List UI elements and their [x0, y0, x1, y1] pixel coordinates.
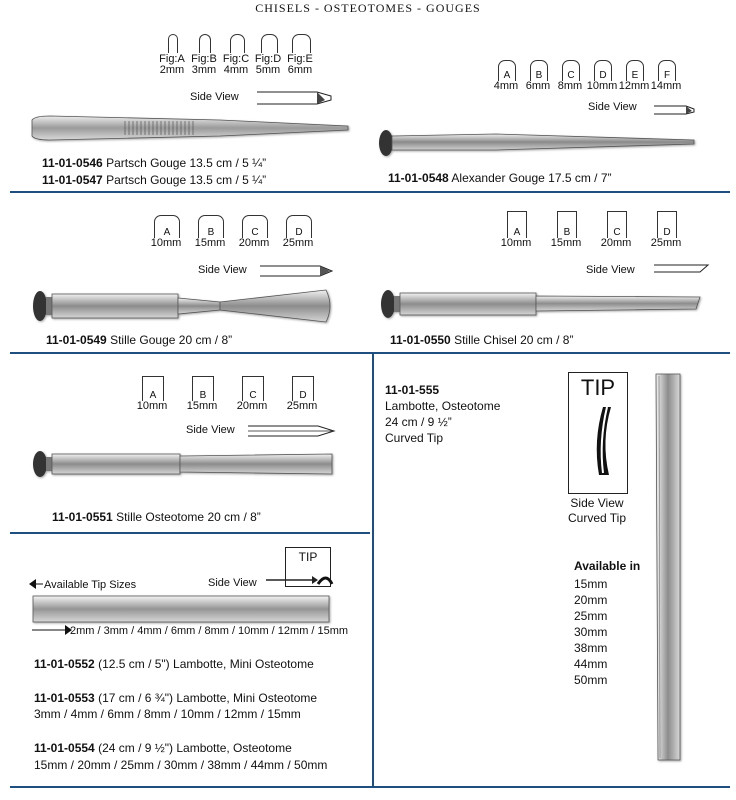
tip-size-letter: A — [163, 227, 171, 238]
alexander-gouge-image — [376, 124, 696, 164]
available-sizes — [574, 558, 640, 688]
side-view-drawing — [652, 102, 698, 118]
tip-size-box — [562, 60, 580, 81]
tip-size-box — [154, 215, 180, 238]
tip-size-box — [292, 34, 311, 53]
tip-size-letter: A — [513, 227, 521, 238]
tip-size-letter: Fig:D — [254, 53, 282, 65]
side-view-drawing — [255, 88, 335, 108]
product-desc: Partsch Gouge 13.5 cm / 5 ¼” — [102, 173, 267, 187]
arrow-left-icon — [28, 578, 44, 590]
tip-box — [568, 372, 628, 494]
product-code: 11-01-0549 — [46, 333, 107, 347]
tip-size-box — [607, 211, 627, 238]
product-desc: (17 cm / 6 ¾") Lambotte, Mini Osteotome — [94, 691, 318, 705]
tip-size-letter: A — [503, 70, 511, 81]
side-view-label: Side View — [588, 101, 637, 113]
tip-size-box — [498, 60, 516, 81]
tip-size-value: 10mm — [500, 237, 532, 249]
product-sizes-0554: 15mm / 20mm / 25mm / 30mm / 38mm / 44mm / 50mm — [34, 758, 328, 772]
tip-size-value: 25mm — [650, 237, 682, 249]
tip-size-value: 8mm — [557, 80, 583, 92]
lambotte-mini-osteotome-image — [32, 594, 332, 626]
tip-size-letter: A — [149, 390, 157, 401]
tip-size-box — [626, 60, 644, 81]
tip-size-box — [261, 34, 278, 53]
tip-size-value: 15mm — [550, 237, 582, 249]
tip-size-letter: Fig:E — [287, 53, 313, 65]
tip-size-letter: Fig:B — [191, 53, 217, 65]
side-view-label: Side View — [208, 577, 257, 589]
tip-size-box — [230, 34, 245, 53]
arrow-right-icon — [28, 624, 74, 636]
tip-size-value: 5mm — [255, 64, 281, 76]
tip-caption — [560, 496, 634, 526]
product-desc: Stille Chisel 20 cm / 8” — [450, 333, 574, 347]
tip-size-value: 25mm — [286, 400, 318, 412]
tip-size-box — [142, 376, 164, 401]
side-view-label: Side View — [198, 264, 247, 276]
available-title: Available in — [574, 559, 641, 573]
tip-size-value: 4mm — [223, 64, 249, 76]
side-view-drawing — [246, 422, 338, 440]
tip-size-box — [658, 60, 676, 81]
tip-size-letter: E — [631, 70, 639, 81]
tip-size-letter: F — [663, 70, 671, 81]
product-tip: Curved Tip — [385, 431, 444, 445]
product-desc: Alexander Gouge 17.5 cm / 7” — [448, 171, 612, 185]
product-info — [385, 382, 500, 446]
curved-tip-caption: Curved Tip — [567, 511, 627, 525]
product-sizes-0553: 3mm / 4mm / 6mm / 8mm / 10mm / 12mm / 15mm — [34, 707, 301, 721]
tip-size-letter: Fig:A — [159, 53, 185, 65]
lambotte-osteotome-image — [650, 370, 690, 770]
side-view-drawing — [264, 568, 336, 592]
product-caption-0547 — [42, 173, 266, 187]
tip-size-letter: D — [295, 227, 303, 238]
available-list — [574, 576, 640, 688]
product-code: 11-01-0546 — [42, 156, 103, 170]
tip-size-value: 15mm — [194, 237, 226, 249]
divider-row3-left — [10, 532, 370, 534]
product-code: 11-01-0552 — [34, 657, 95, 671]
page-title: CHISELS - OSTEOTOMES - GOUGES — [255, 1, 481, 15]
tip-size-letter: C — [251, 227, 259, 238]
tip-size-value: 10mm — [136, 400, 168, 412]
tip-size-value: 20mm — [600, 237, 632, 249]
tip-size-box — [657, 211, 677, 238]
divider-bottom — [10, 786, 730, 788]
product-caption-0550 — [390, 333, 573, 347]
tip-size-value: 4mm — [493, 80, 519, 92]
tip-size-letter: B — [207, 227, 215, 238]
side-view-label: Side View — [186, 424, 235, 436]
tip-size-value: 6mm — [287, 64, 313, 76]
tip-size-letter: C — [249, 390, 257, 401]
divider-vertical — [372, 354, 374, 786]
product-code: 11-01-0551 — [52, 510, 113, 524]
product-caption-0552 — [34, 657, 314, 671]
stille-gouge-image — [30, 284, 340, 328]
tip-size-box — [507, 211, 527, 238]
tip-size-value: 15mm — [186, 400, 218, 412]
product-code: 11-01-0547 — [42, 173, 103, 187]
side-view-drawing — [652, 262, 714, 276]
product-desc: (24 cm / 9 ½") Lambotte, Osteotome — [94, 741, 292, 755]
tip-label: TIP — [580, 375, 616, 400]
tip-size-box — [242, 215, 268, 238]
side-view-label: Side View — [586, 264, 635, 276]
side-view-drawing — [258, 262, 336, 280]
tip-size-value: 3mm — [191, 64, 217, 76]
tip-size-letter: C — [613, 227, 621, 238]
available-size-item: 15mm — [574, 577, 608, 591]
product-code: 11-01-0550 — [390, 333, 451, 347]
product-caption-0549 — [46, 333, 232, 347]
available-size-item: 38mm — [574, 641, 608, 655]
tip-size-value: 10mm — [150, 237, 182, 249]
available-tip-sizes-list: 2mm / 3mm / 4mm / 6mm / 8mm / 10mm / 12mm / 15mm — [70, 625, 349, 637]
tip-size-box — [286, 215, 312, 238]
tip-size-box — [594, 60, 612, 81]
product-desc: Partsch Gouge 13.5 cm / 5 ¼” — [102, 156, 267, 170]
product-desc: (12.5 cm / 5") Lambotte, Mini Osteotome — [94, 657, 314, 671]
available-size-item: 20mm — [574, 593, 608, 607]
tip-size-box — [242, 376, 264, 401]
product-desc: Stille Gouge 20 cm / 8” — [106, 333, 233, 347]
product-code: 11-01-0553 — [34, 691, 95, 705]
tip-size-letter: B — [535, 70, 543, 81]
product-code: 11-01-0554 — [34, 741, 95, 755]
product-caption-0548 — [388, 171, 612, 185]
stille-chisel-image — [378, 284, 704, 324]
product-name: Lambotte, Osteotome — [385, 399, 501, 413]
product-code: 11-01-0548 — [388, 171, 449, 185]
product-length: 24 cm / 9 ½” — [385, 415, 452, 429]
divider-row1 — [10, 191, 730, 193]
tip-size-value: 20mm — [238, 237, 270, 249]
tip-size-letter: B — [199, 390, 207, 401]
available-size-item: 25mm — [574, 609, 608, 623]
tip-size-value: 2mm — [159, 64, 185, 76]
tip-size-value: 25mm — [282, 237, 314, 249]
tip-size-value: 10mm — [586, 80, 618, 92]
product-caption-0554 — [34, 741, 292, 755]
tip-size-value: 20mm — [236, 400, 268, 412]
tip-size-box — [530, 60, 548, 81]
tip-size-value: 6mm — [525, 80, 551, 92]
tip-size-box — [198, 215, 224, 238]
tip-size-box — [557, 211, 577, 238]
available-size-item: 44mm — [574, 657, 608, 671]
tip-size-letter: Fig:C — [222, 53, 250, 65]
tip-size-letter: D — [599, 70, 607, 81]
available-tip-sizes-label: Available Tip Sizes — [44, 579, 137, 591]
tip-size-letter: C — [567, 70, 575, 81]
side-view-label: Side View — [190, 91, 239, 103]
divider-row2 — [10, 352, 730, 354]
product-code: 11-01-555 — [385, 383, 440, 397]
available-size-item: 50mm — [574, 673, 608, 687]
tip-size-letter: D — [663, 227, 671, 238]
tip-size-letter: B — [563, 227, 571, 238]
product-caption-0546 — [42, 156, 266, 170]
tip-size-value: 14mm — [650, 80, 682, 92]
tip-size-value: 12mm — [618, 80, 650, 92]
tip-label: TIP — [298, 550, 318, 564]
side-view-caption: Side View — [570, 496, 624, 510]
product-caption-0551 — [52, 510, 261, 524]
tip-size-letter: D — [299, 390, 307, 401]
partsch-gouge-image — [30, 112, 350, 146]
available-size-item: 30mm — [574, 625, 608, 639]
product-desc: Stille Osteotome 20 cm / 8” — [112, 510, 261, 524]
curved-tip-drawing — [569, 401, 627, 481]
tip-size-box — [192, 376, 214, 401]
tip-size-box — [292, 376, 314, 401]
tip-size-box — [199, 34, 211, 53]
product-caption-0553 — [34, 691, 317, 705]
stille-osteotome-image — [30, 446, 336, 484]
tip-size-box — [168, 34, 178, 53]
